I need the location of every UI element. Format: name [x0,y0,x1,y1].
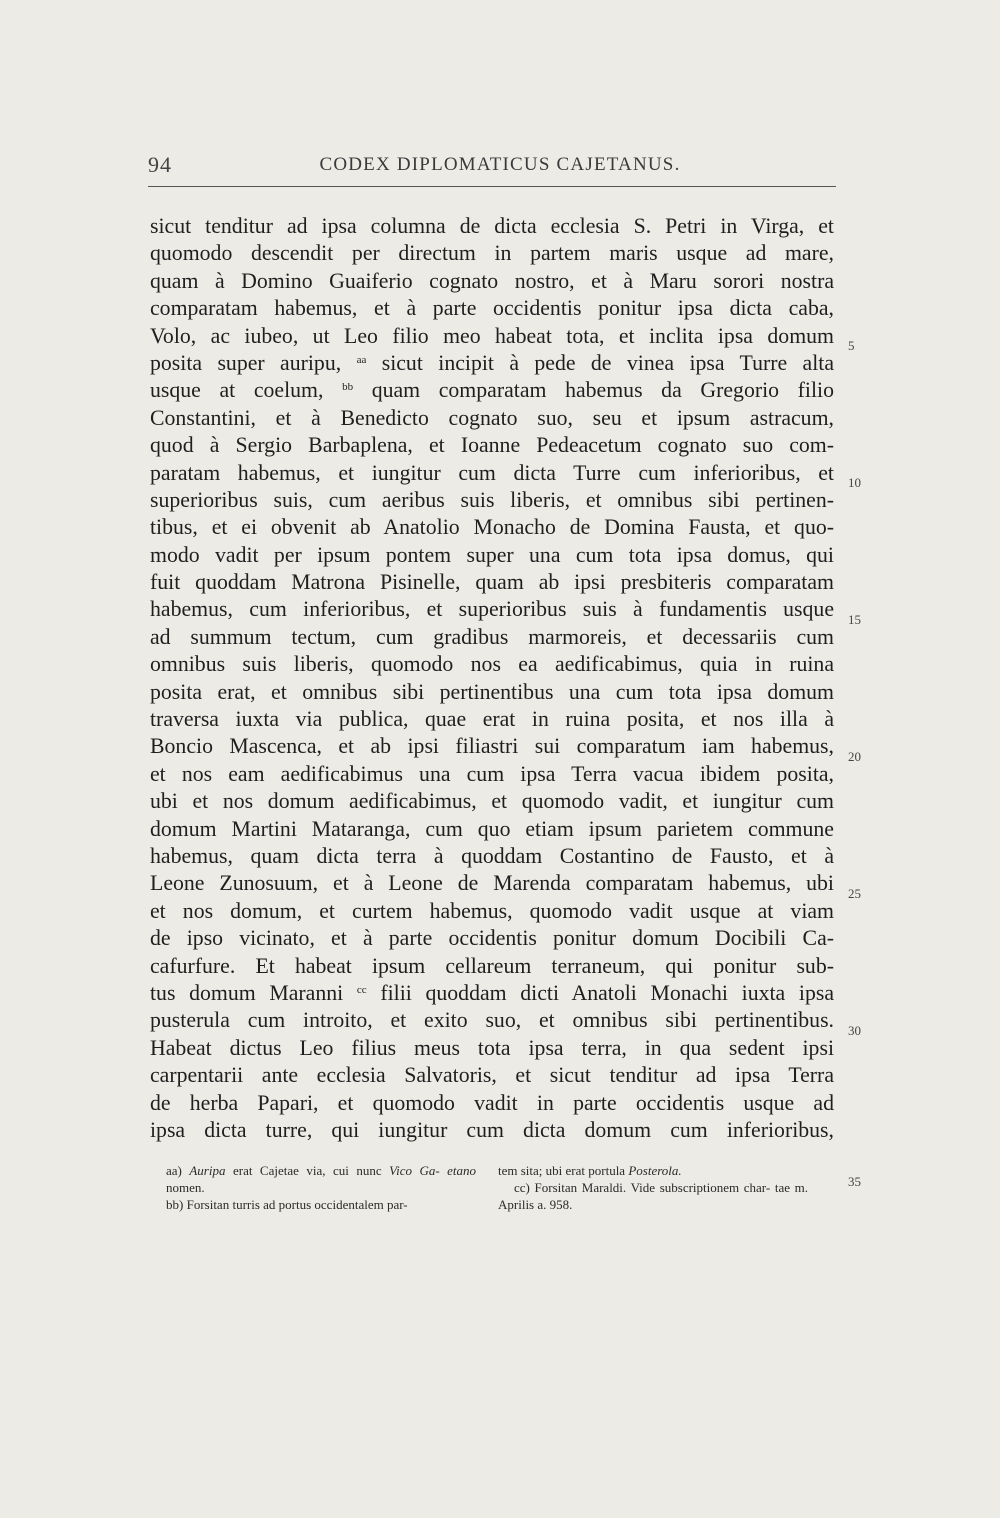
body-line: de herba Papari, et quomodo vadit in parte occidentis usque ad [150,1090,834,1115]
body-line: posita erat, et omnibus sibi pertinentibus una cum tota ipsa domum [150,679,834,704]
body-line: sicut tenditur ad ipsa columna de dicta ecclesia S. Petri in Virga, et [150,214,834,238]
body-line-text: tus domum Maranni [150,980,344,1005]
line-number-margin: 20 [848,749,861,764]
body-text [150,213,834,1144]
body-line: ubi et nos domum aedificabimus, et quomodo vadit, et iungitur cum [150,789,834,814]
footnote-marker: aa [356,353,367,366]
footnote-italic: Posterola. [628,1163,682,1178]
line-number-margin: 5 [848,338,855,353]
footnote-italic: Auripa [189,1163,226,1178]
body-line: comparatam habemus, et à parte occidentis ponitur ipsa dicta caba, [150,296,834,321]
body-line [150,980,834,1007]
body-line: quomodo descendit per directum in partem maris usque ad mare, [150,241,834,266]
footnote-italic: Vico Ga- [389,1163,440,1178]
footnote-text: nomen. [166,1180,205,1195]
body-line: carpentarii ante ecclesia Salvatoris, et sicut tenditur ad ipsa Terra [150,1063,834,1088]
body-line-text: sicut incipit à pede de vinea ipsa Turre alta [381,350,834,375]
body-line: Habeat dictus Leo filius meus tota ipsa terra, in qua sedent ipsi [150,1035,834,1060]
body-line: habemus, quam dicta terra à quoddam Costantino de Fausto, et à [150,843,834,868]
body-line: tibus, et ei obvenit ab Anatolio Monacho de Domina Fausta, et quo- [150,515,834,540]
footnote-text: Forsitan turris ad portus occidentalem par- [186,1197,408,1212]
line-number-margin: 15 [848,612,861,627]
header-rule [148,186,836,187]
body-line: habemus, cum inferioribus, et superioribus suis à fundamentis usque [150,597,834,622]
line-number-margin: 30 [848,1023,861,1038]
body-line [150,377,834,404]
body-line: pusterula cum introito, et exito suo, et omnibus sibi pertinentibus. [150,1008,834,1033]
body-line: et nos domum, et curtem habemus, quomodo vadit usque at viam [150,898,834,923]
page-number: 94 [148,152,172,177]
body-line: quam à Domino Guaiferio cognato nostro, et à Maru sorori nostra [150,268,834,293]
body-line: paratam habemus, et iungitur cum dicta Turre cum inferioribus, et [150,460,834,485]
body-line-text: quam comparatam habemus da Gregorio filio [371,378,834,403]
body-line [150,350,834,377]
footnote-column-left [166,1162,476,1213]
line-number-margin: 25 [848,886,861,901]
body-line: ad summum tectum, cum gradibus marmoreis, et decessariis cum [150,624,834,649]
body-line: domum Martini Mataranga, cum quo etiam ipsum parietem commune [150,816,834,841]
body-line-text: posita super auripu, [150,350,342,375]
footnote-bb-continued [498,1162,808,1179]
footnote-marker: bb [342,381,354,394]
body-line-text: usque at coelum, [150,378,324,403]
body-line-text: filii quoddam dicti Anatoli Monachi iuxta ipsa [380,980,834,1005]
footnote-italic: etano [447,1163,477,1178]
footnote-text: Forsitan Maraldi. Vide subscriptionem char- [534,1180,771,1195]
body-line: fuit quoddam Matrona Pisinelle, quam ab ipsi presbiteris comparatam [150,570,834,595]
footnote-bb [166,1196,476,1213]
body-line: omnibus suis liberis, quomodo nos ea aedificabimus, quia in ruina [150,652,834,677]
footnote-column-right [498,1162,808,1213]
body-line: traversa iuxta via publica, quae erat in ruina posita, et nos illa à [150,707,834,732]
body-line: cafurfure. Et habeat ipsum cellareum terraneum, qui ponitur sub- [150,953,834,978]
running-head: CODEX DIPLOMATICUS CAJETANUS. [319,154,681,175]
body-line: de ipso vicinato, et à parte occidentis ponitur domum Docibili Ca- [150,926,834,951]
footnote-text: erat Cajetae via, cui nunc [232,1163,382,1178]
footnote-text: tem sita; ubi erat portula [498,1163,626,1178]
footnote-text: tae m. Aprilis a. 958. [498,1180,809,1212]
line-number-margin: 10 [848,475,861,490]
body-line: Boncio Mascenca, et ab ipsi filiastri sui comparatum iam habemus, [150,734,834,759]
body-line: modo vadit per ipsum pontem super una cum tota ipsa domus, qui [150,542,834,567]
footnote-marker: cc [356,983,367,996]
line-number-margin: 35 [848,1174,861,1189]
footnote-label: bb) [166,1197,184,1212]
footnote-label: aa) [166,1163,182,1178]
body-line: superioribus suis, cum aeribus suis liberis, et omnibus sibi pertinen- [150,487,834,512]
footnote-aa [166,1162,476,1196]
body-line: Constantini, et à Benedicto cognato suo, seu et ipsum astracum, [150,405,834,430]
footnote-cc [498,1179,808,1213]
body-line: quod à Sergio Barbaplena, et Ioanne Pedeacetum cognato suo com- [150,433,834,458]
body-line: Volo, ac iubeo, ut Leo filio meo habeat tota, et inclita ipsa domum [150,323,834,348]
body-line: ipsa dicta turre, qui iungitur cum dicta domum cum inferioribus, [150,1117,834,1142]
footnote-label: cc) [514,1180,530,1195]
body-line: Leone Zunosuum, et à Leone de Marenda comparatam habemus, ubi [150,871,834,896]
body-line: et nos eam aedificabimus una cum ipsa Terra vacua ibidem posita, [150,761,834,786]
